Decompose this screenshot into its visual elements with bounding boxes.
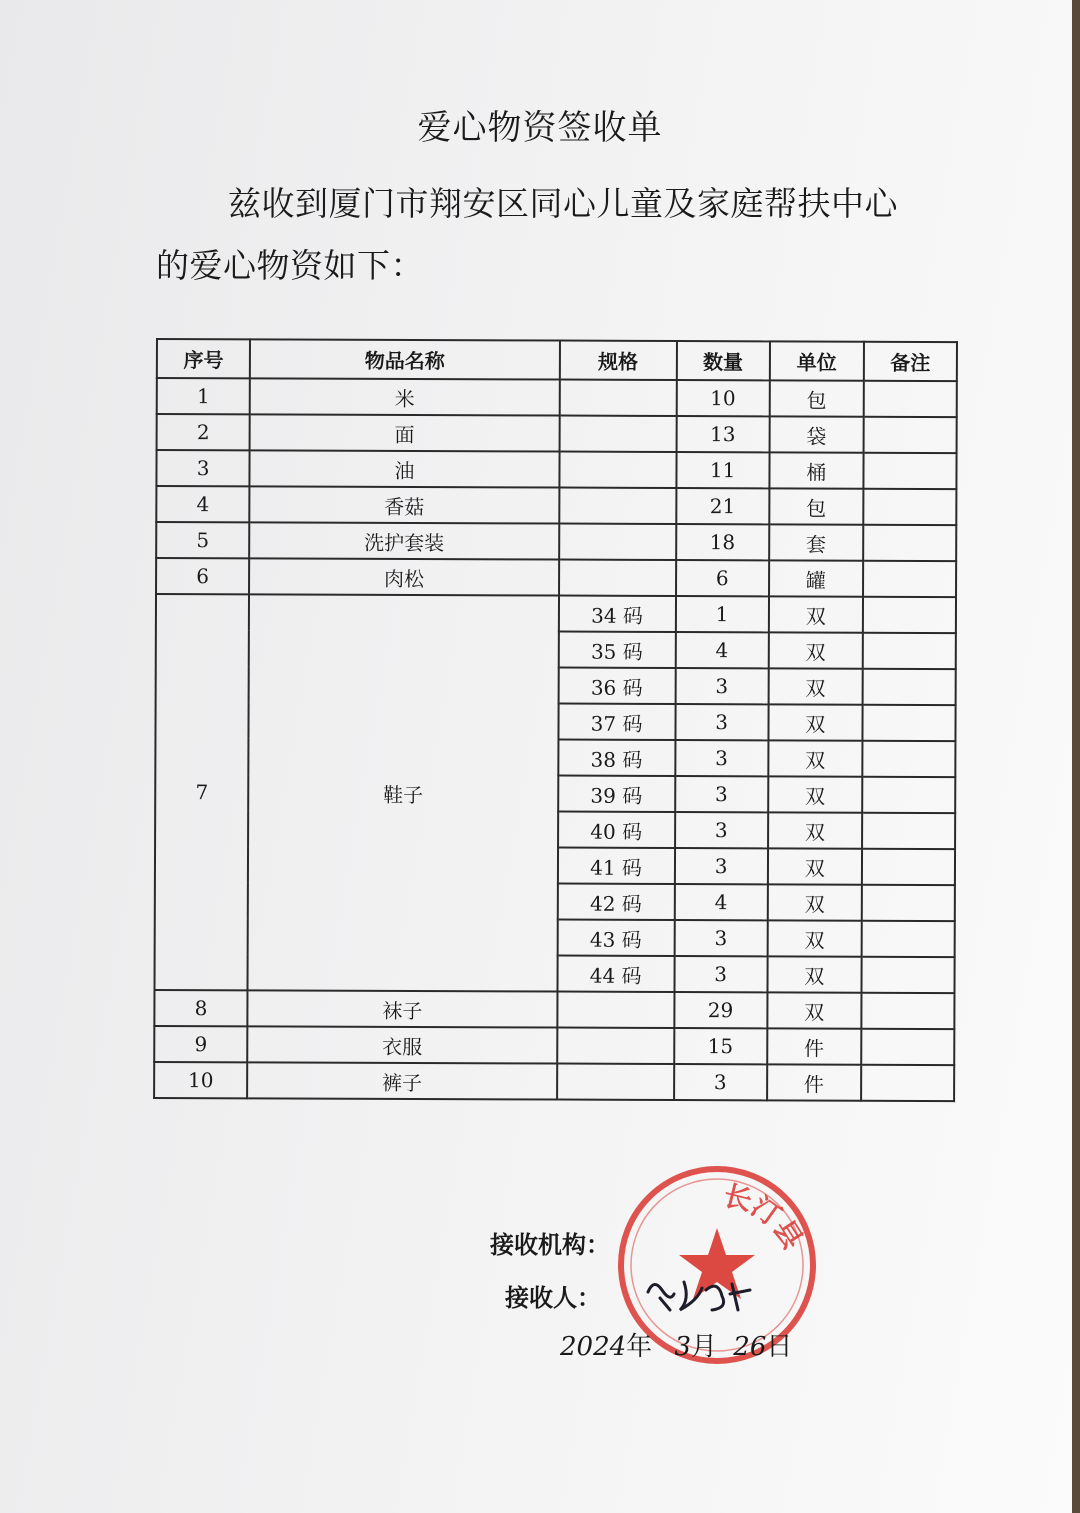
cell-spec bbox=[559, 524, 676, 560]
cell-note bbox=[863, 417, 956, 453]
cell-name: 香菇 bbox=[249, 486, 559, 523]
cell-note bbox=[861, 1065, 954, 1101]
cell-note bbox=[862, 813, 955, 849]
cell-qty: 29 bbox=[674, 992, 767, 1028]
cell-spec: 41 码 bbox=[558, 848, 675, 884]
cell-note bbox=[862, 777, 955, 813]
cell-no: 6 bbox=[156, 558, 249, 594]
cell-note bbox=[863, 633, 956, 669]
cell-spec: 37 码 bbox=[558, 704, 675, 740]
cell-no: 2 bbox=[157, 414, 250, 450]
cell-unit: 包 bbox=[769, 488, 863, 524]
table-row bbox=[156, 558, 956, 597]
cell-spec bbox=[559, 416, 676, 452]
date-day: 26 bbox=[733, 1332, 767, 1362]
table-row bbox=[157, 378, 957, 417]
cell-spec: 35 码 bbox=[558, 632, 675, 668]
cell-no: 3 bbox=[156, 450, 249, 486]
cell-name: 衣服 bbox=[247, 1026, 557, 1063]
cell-unit: 双 bbox=[768, 740, 862, 776]
cell-qty: 3 bbox=[674, 848, 767, 884]
cell-unit: 罐 bbox=[769, 560, 863, 596]
cell-no: 1 bbox=[157, 378, 250, 414]
cell-note bbox=[862, 849, 955, 885]
cell-spec bbox=[557, 1028, 674, 1064]
cell-name: 面 bbox=[250, 414, 560, 451]
cell-unit: 双 bbox=[768, 884, 862, 920]
cell-qty: 15 bbox=[674, 1028, 767, 1064]
cell-name: 袜子 bbox=[248, 990, 558, 1027]
cell-unit: 双 bbox=[769, 596, 863, 632]
cell-unit: 件 bbox=[767, 1028, 861, 1064]
cell-unit: 袋 bbox=[769, 416, 863, 452]
date-month: 3 bbox=[674, 1332, 691, 1362]
cell-qty: 1 bbox=[675, 596, 768, 632]
cell-note bbox=[863, 453, 956, 489]
header-spec: 规格 bbox=[559, 341, 676, 380]
document-title: 爱心物资签收单 bbox=[417, 108, 663, 148]
cell-unit: 件 bbox=[767, 1064, 861, 1100]
cell-spec: 43 码 bbox=[557, 920, 674, 956]
cell-spec bbox=[559, 380, 676, 416]
cell-note bbox=[861, 993, 954, 1029]
cell-note bbox=[861, 921, 954, 957]
cell-note bbox=[862, 705, 955, 741]
cell-unit: 双 bbox=[768, 704, 862, 740]
cell-spec bbox=[559, 488, 676, 524]
cell-qty: 4 bbox=[674, 884, 767, 920]
cell-unit: 双 bbox=[767, 992, 861, 1028]
cell-note bbox=[862, 741, 955, 777]
cell-note bbox=[863, 525, 956, 561]
cell-spec: 34 码 bbox=[559, 596, 676, 632]
table-row bbox=[156, 594, 956, 633]
date-year: 2024 bbox=[560, 1332, 627, 1362]
cell-no: 7 bbox=[154, 594, 249, 990]
cell-note bbox=[863, 561, 956, 597]
table-row bbox=[154, 1026, 954, 1065]
svg-text:长汀县 bbox=[720, 1179, 809, 1255]
table-row bbox=[156, 522, 956, 561]
cell-unit: 双 bbox=[767, 956, 861, 992]
cell-note bbox=[861, 957, 954, 993]
header-qty: 数量 bbox=[676, 341, 769, 380]
cell-no: 5 bbox=[156, 522, 249, 558]
cell-qty: 3 bbox=[675, 812, 768, 848]
cell-qty: 4 bbox=[675, 632, 768, 668]
cell-unit: 包 bbox=[769, 380, 863, 416]
cell-qty: 3 bbox=[674, 956, 767, 992]
date-day-suffix: 日 bbox=[766, 1332, 793, 1362]
header-no: 序号 bbox=[157, 339, 250, 378]
intro-line-1: 兹收到厦门市翔安区同心儿童及家庭帮扶中心 bbox=[228, 184, 898, 223]
cell-unit: 双 bbox=[768, 812, 862, 848]
header-note: 备注 bbox=[864, 342, 957, 381]
cell-name: 米 bbox=[250, 378, 560, 415]
cell-note bbox=[861, 1029, 954, 1065]
cell-name: 鞋子 bbox=[248, 594, 559, 991]
cell-spec: 36 码 bbox=[558, 668, 675, 704]
date-year-suffix: 年 bbox=[626, 1332, 653, 1362]
cell-qty: 3 bbox=[674, 920, 767, 956]
table-row bbox=[157, 414, 957, 453]
cell-note bbox=[863, 597, 956, 633]
cell-qty: 11 bbox=[676, 452, 769, 488]
header-unit: 单位 bbox=[770, 341, 864, 380]
cell-qty: 21 bbox=[676, 488, 769, 524]
cell-spec: 38 码 bbox=[558, 740, 675, 776]
table-header-row bbox=[157, 339, 957, 381]
cell-note bbox=[863, 489, 956, 525]
cell-qty: 18 bbox=[676, 524, 769, 560]
cell-unit: 双 bbox=[768, 632, 862, 668]
cell-qty: 10 bbox=[676, 380, 769, 416]
cell-note bbox=[864, 381, 957, 417]
cell-spec bbox=[559, 452, 676, 488]
cell-no: 4 bbox=[156, 486, 249, 522]
cell-name: 油 bbox=[250, 450, 560, 487]
table-row bbox=[156, 486, 956, 525]
cell-unit: 套 bbox=[769, 524, 863, 560]
cell-no: 9 bbox=[154, 1026, 247, 1062]
cell-spec: 44 码 bbox=[557, 956, 674, 992]
cell-qty: 3 bbox=[675, 776, 768, 812]
cell-qty: 3 bbox=[675, 704, 768, 740]
cell-spec: 42 码 bbox=[557, 884, 674, 920]
cell-qty: 13 bbox=[676, 416, 769, 452]
table-row bbox=[156, 450, 956, 489]
cell-name: 裤子 bbox=[247, 1062, 557, 1099]
cell-note bbox=[862, 669, 955, 705]
cell-spec: 39 码 bbox=[558, 776, 675, 812]
cell-unit: 桶 bbox=[769, 452, 863, 488]
cell-spec bbox=[557, 992, 674, 1028]
seal-text: 长汀县 bbox=[720, 1178, 810, 1255]
table-row bbox=[154, 1062, 954, 1101]
sign-date bbox=[560, 1326, 792, 1363]
table-row bbox=[154, 990, 954, 1029]
handwritten-signature bbox=[640, 1270, 760, 1320]
cell-unit: 双 bbox=[768, 848, 862, 884]
table-body bbox=[154, 378, 957, 1101]
cell-spec bbox=[559, 560, 676, 596]
date-month-suffix: 月 bbox=[691, 1332, 718, 1362]
cell-qty: 3 bbox=[675, 740, 768, 776]
cell-name: 肉松 bbox=[249, 558, 559, 595]
cell-spec bbox=[557, 1064, 674, 1100]
cell-unit: 双 bbox=[768, 668, 862, 704]
donation-table bbox=[153, 338, 958, 1102]
cell-unit: 双 bbox=[767, 920, 861, 956]
header-name: 物品名称 bbox=[250, 339, 560, 379]
cell-no: 10 bbox=[154, 1062, 247, 1098]
cell-qty: 6 bbox=[676, 560, 769, 596]
cell-qty: 3 bbox=[675, 668, 768, 704]
cell-unit: 双 bbox=[768, 776, 862, 812]
cell-qty: 3 bbox=[674, 1064, 767, 1100]
cell-spec: 40 码 bbox=[558, 812, 675, 848]
receiving-org-label: 接收机构： bbox=[490, 1231, 610, 1259]
cell-name: 洗护套装 bbox=[249, 522, 559, 559]
receiver-label: 接收人： bbox=[505, 1284, 601, 1312]
cell-note bbox=[862, 885, 955, 921]
cell-no: 8 bbox=[154, 990, 247, 1026]
intro-line-2: 的爱心物资如下： bbox=[156, 246, 424, 285]
